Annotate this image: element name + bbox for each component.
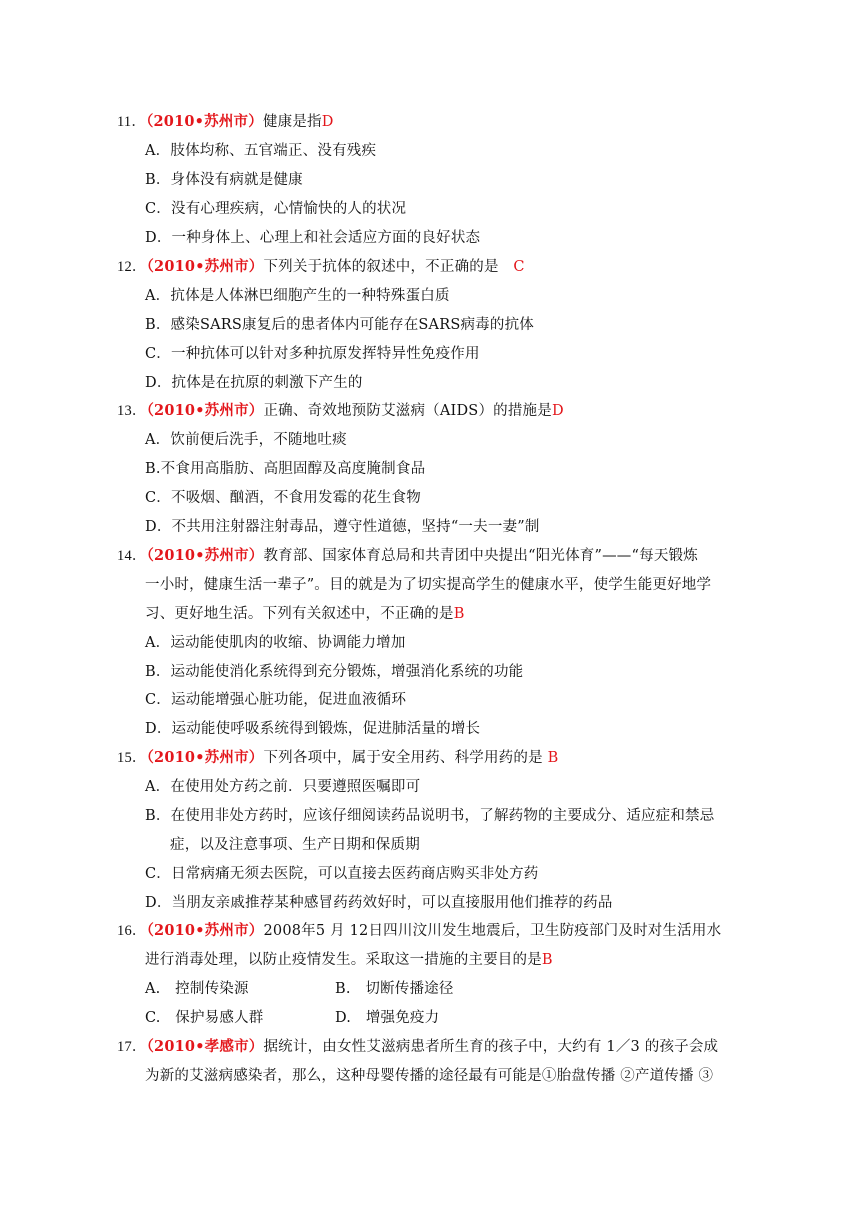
option: A．肢体均称、五官端正、没有残疾	[145, 143, 377, 159]
question-17	[117, 1038, 718, 1056]
option: C. 保护易感人群	[145, 1010, 264, 1026]
option: C．不吸烟、酗酒，不食用发霉的花生食物	[145, 490, 421, 506]
question-16	[117, 922, 721, 940]
question-number: 17．	[117, 1039, 147, 1055]
question-stem: 据统计，由女性艾滋病患者所生育的孩子中，大约有 1／3 的孩子会成	[263, 1039, 719, 1055]
question-15	[117, 749, 558, 767]
question-source: （2010•孝感市）	[146, 1038, 264, 1055]
question-stem-continued	[145, 605, 465, 623]
question-11	[117, 113, 334, 131]
question-stem: 健康是指	[262, 114, 322, 130]
option: B. 切断传播途径	[335, 981, 454, 997]
question-stem: 下列各项中，属于安全用药、科学用药的是	[263, 750, 548, 766]
question-source: （2010•苏州市）	[146, 547, 264, 564]
option: D．一种身体上、心理上和社会适应方面的良好状态	[145, 230, 481, 246]
question-source: （2010•苏州市）	[146, 749, 264, 766]
question-13	[117, 402, 564, 420]
question-stem: 2008年5 月 12日四川汶川发生地震后，卫生防疫部门及时对生活用水	[263, 923, 722, 939]
answer-key: B	[541, 952, 553, 968]
question-source: （2010•苏州市）	[146, 402, 264, 419]
answer-key: D	[551, 403, 564, 419]
question-stem-continued	[145, 951, 553, 969]
answer-key: B	[453, 606, 465, 622]
question-stem: 进行消毒处理，以防止疫情发生。采取这一措施的主要目的是	[145, 952, 542, 968]
option: D. 增强免疫力	[335, 1010, 440, 1026]
option-row	[145, 980, 745, 998]
option-continued: 症，以及注意事项、生产日期和保质期	[170, 837, 420, 853]
question-stem: 习、更好地生活。下列有关叙述中，不正确的是	[145, 606, 454, 622]
answer-key: B	[547, 750, 559, 766]
answer-key: C	[513, 259, 525, 275]
option: B．运动能使消化系统得到充分锻炼，增强消化系统的功能	[145, 664, 524, 680]
question-12	[117, 258, 525, 276]
question-14	[117, 547, 698, 565]
option: A．在使用处方药之前．只要遵照医嘱即可	[145, 779, 421, 795]
question-source: （2010•苏州市）	[146, 922, 264, 939]
question-number: 15．	[117, 750, 147, 766]
option: B．感染SARS康复后的患者体内可能存在SARS病毒的抗体	[145, 317, 534, 333]
question-stem-continued: 为新的艾滋病感染者，那么，这种母婴传播的途径最有可能是①胎盘传播 ②产道传播 ③	[145, 1068, 714, 1084]
option: C．日常病痛无须去医院，可以直接去医药商店购买非处方药	[145, 866, 539, 882]
question-number: 13．	[117, 403, 147, 419]
option: D．不共用注射器注射毒品，遵守性道德，坚持“一夫一妻”制	[145, 519, 540, 535]
option: A. 控制传染源	[145, 981, 249, 997]
question-number: 14．	[117, 548, 147, 564]
question-stem-continued: 一小时，健康生活一辈子”。目的就是为了切实提高学生的健康水平，使学生能更好地学	[145, 577, 712, 593]
question-number: 11．	[117, 114, 147, 130]
option: A．饮前便后洗手，不随地吐痰	[145, 432, 347, 448]
question-source: （2010•苏州市）	[146, 258, 264, 275]
option: D．当朋友亲戚推荐某种感冒药药效好时，可以直接服用他们推荐的药品	[145, 895, 613, 911]
option: A．运动能使肌肉的收缩、协调能力增加	[145, 635, 406, 651]
answer-key: D	[321, 114, 334, 130]
question-stem: 下列关于抗体的叙述中，不正确的是	[263, 259, 514, 275]
option: C．运动能增强心脏功能，促进血液循环	[145, 692, 407, 708]
option: B.不食用高脂肪、高胆固醇及高度腌制食品	[145, 461, 426, 477]
question-number: 16．	[117, 923, 147, 939]
question-stem: 正确、奇效地预防艾滋病（AIDS）的措施是	[263, 403, 552, 419]
question-source: （2010•苏州市）	[146, 113, 263, 130]
option: D．运动能使呼吸系统得到锻炼，促进肺活量的增长	[145, 721, 481, 737]
option: C．没有心理疾病，心情愉快的人的状况	[145, 201, 407, 217]
option-row	[145, 1009, 745, 1027]
option: B．在使用非处方药时，应该仔细阅读药品说明书，了解药物的主要成分、适应症和禁忌	[145, 808, 715, 824]
option: B．身体没有病就是健康	[145, 172, 303, 188]
option: D．抗体是在抗原的刺激下产生的	[145, 375, 363, 391]
option: C．一种抗体可以针对多种抗原发挥特异性免疫作用	[145, 346, 480, 362]
option: A．抗体是人体淋巴细胞产生的一种特殊蛋白质	[145, 288, 450, 304]
question-stem: 教育部、国家体育总局和共青团中央提出“阳光体育”——“每天锻炼	[263, 548, 698, 564]
question-number: 12．	[117, 259, 147, 275]
